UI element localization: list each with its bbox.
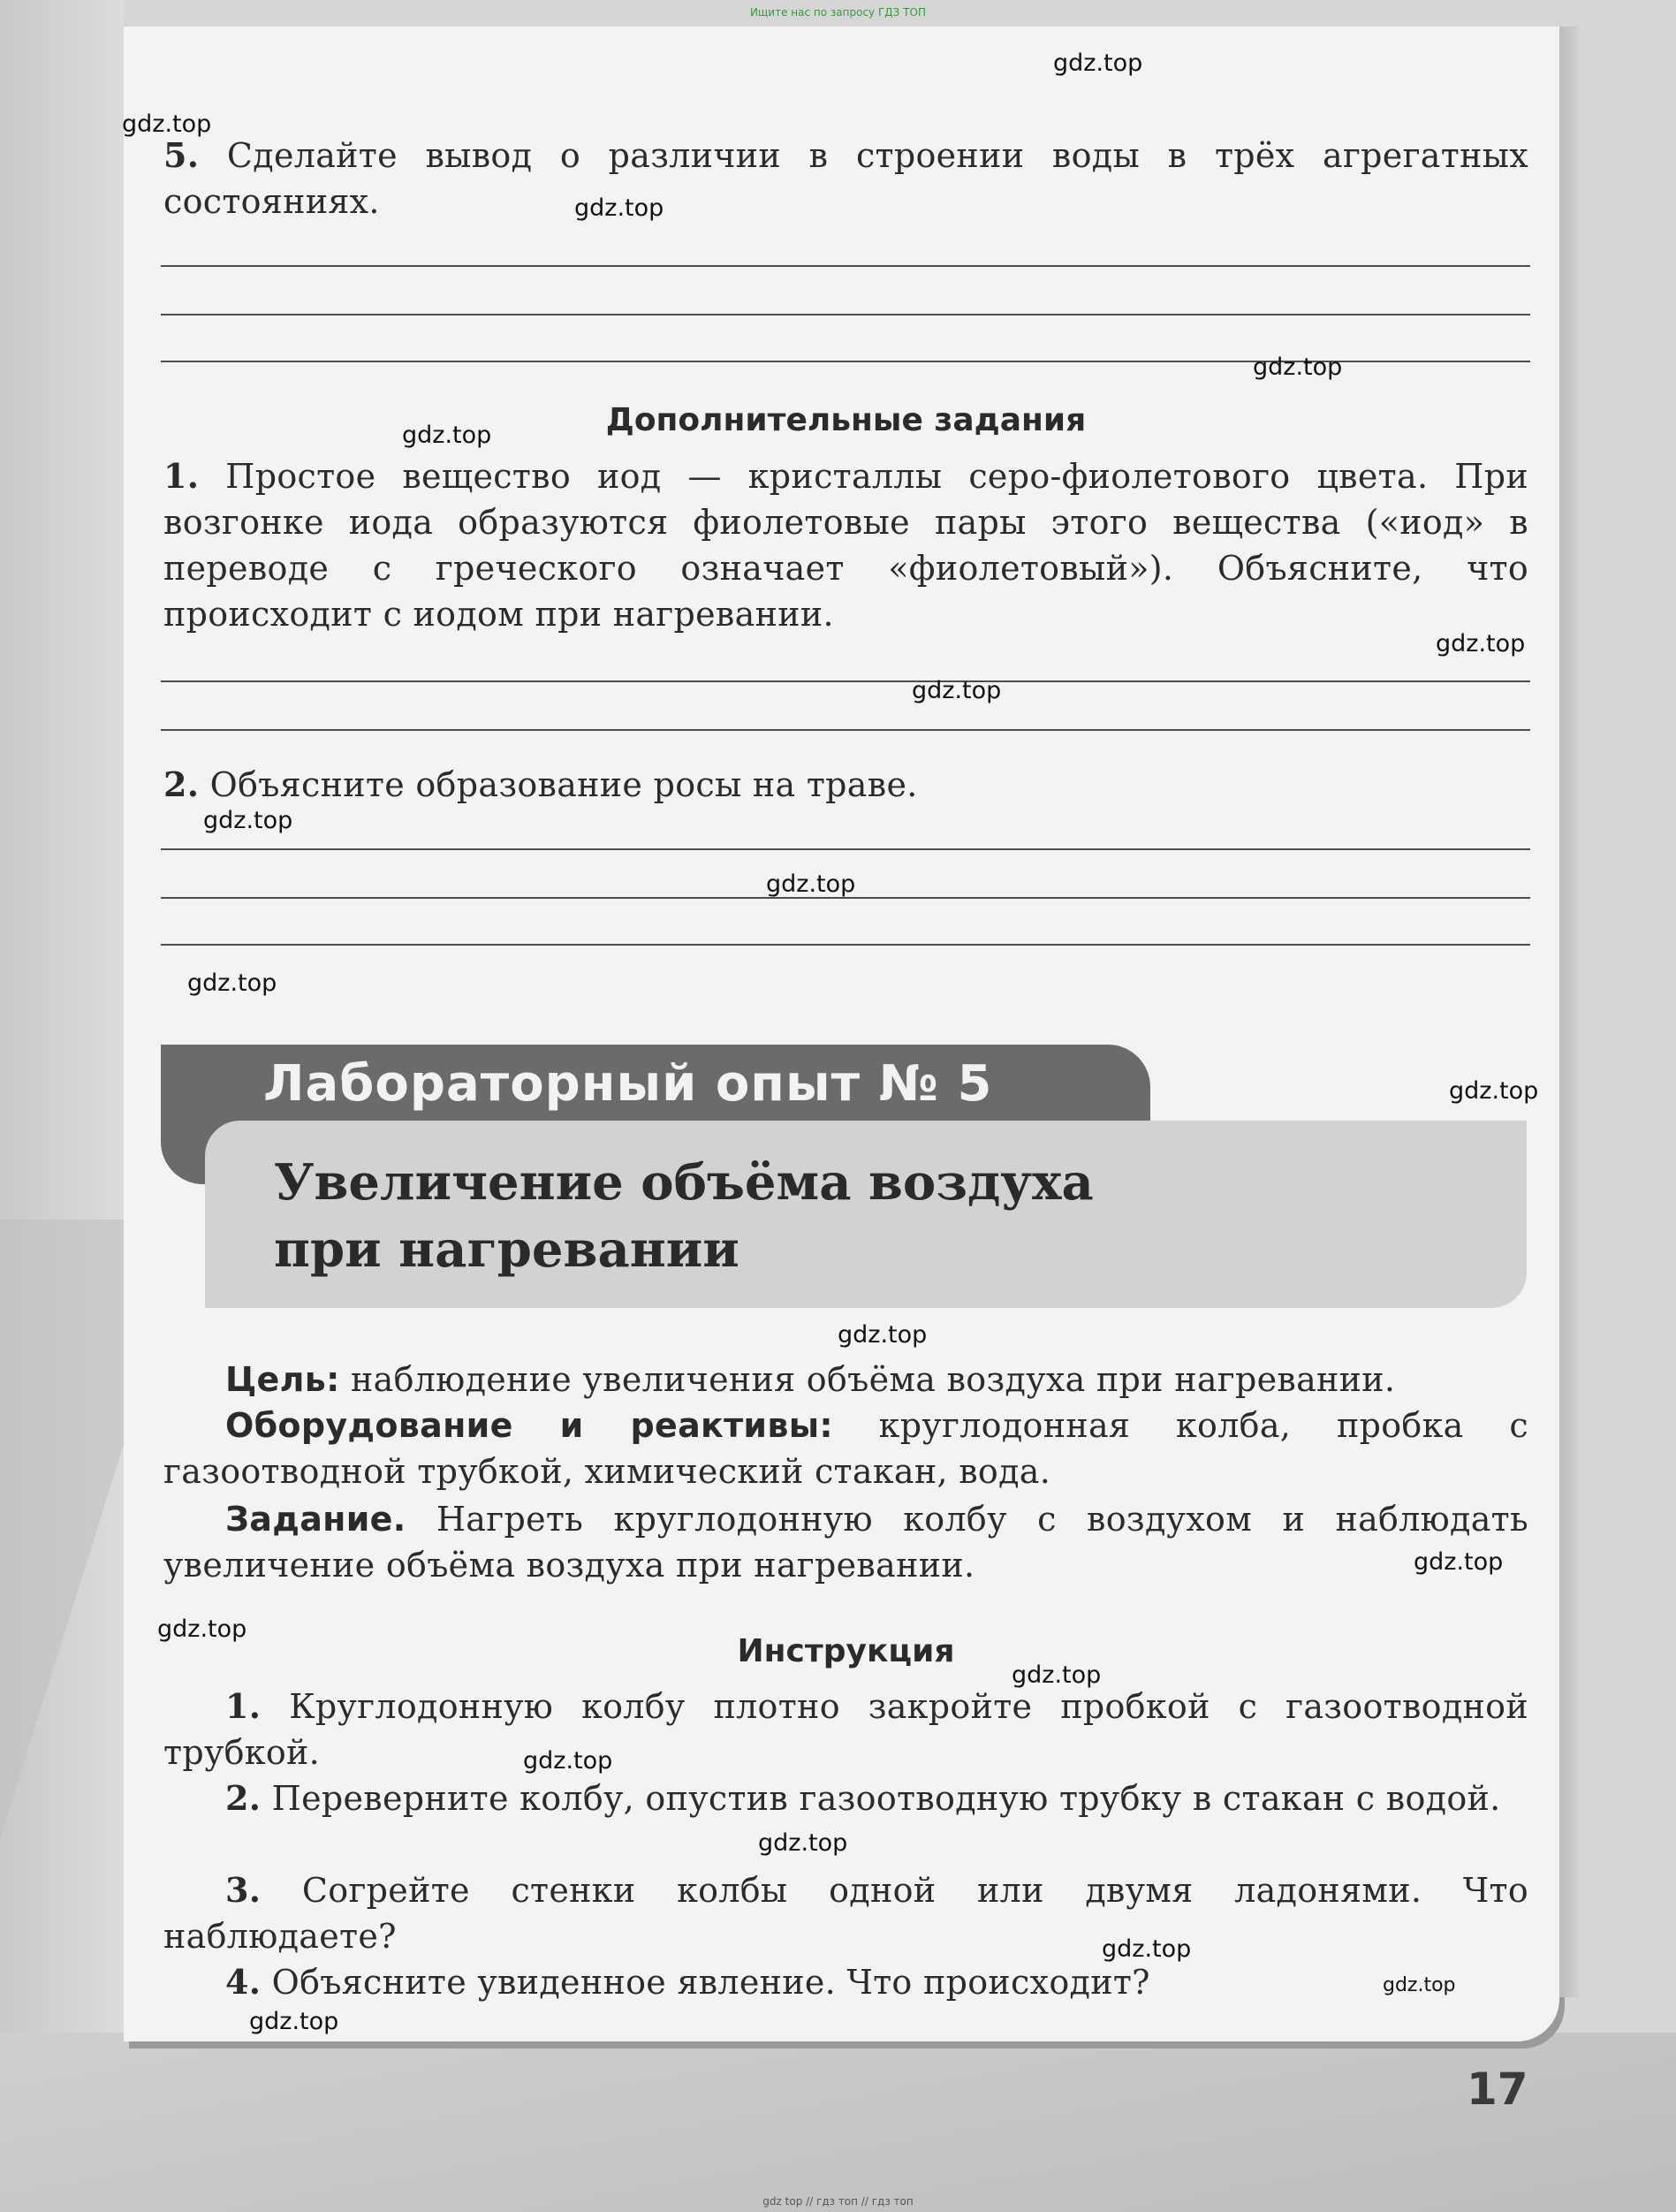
answer-line — [161, 944, 1530, 946]
watermark: gdz.top — [838, 1321, 928, 1349]
extra-task-2-text: Объясните образование росы на траве. — [209, 765, 918, 804]
answer-line — [161, 680, 1530, 682]
answer-line — [161, 265, 1530, 267]
step-text: Согрейте стенки колбы одной или двумя ладонями. Что наблюдаете? — [163, 1871, 1528, 1956]
step-text: Переверните колбу, опустив газоотводную трубку в стакан с водой. — [271, 1779, 1501, 1818]
instruction-heading: Инструкция — [737, 1633, 955, 1669]
watermark: gdz.top — [1253, 353, 1343, 381]
top-search-hint[interactable]: Ищите нас по запросу ГДЗ ТОП — [750, 6, 926, 19]
extra-tasks-heading: Дополнительные задания — [605, 402, 1087, 438]
watermark: gdz.top — [1053, 49, 1143, 77]
lab-goal-label: Цель: — [225, 1360, 340, 1399]
lab-goal-text: наблюдение увеличения объёма воздуха при нагревании. — [350, 1360, 1396, 1399]
instruction-step-2 — [163, 1775, 1528, 1821]
watermark: gdz.top — [402, 422, 492, 449]
lab-title: Лабораторный опыт № 5 — [263, 1055, 993, 1113]
step-text: Круглодонную колбу плотно закройте пробкой с газоотводной трубкой. — [163, 1687, 1528, 1772]
lab-equipment-label: Оборудование и реактивы: — [225, 1406, 833, 1445]
watermark: gdz.top — [249, 2008, 339, 2035]
background-left — [0, 0, 124, 2212]
watermark: gdz.top — [1383, 1974, 1456, 1996]
lab-equipment — [163, 1402, 1528, 1494]
watermark: gdz.top — [912, 677, 1002, 704]
lab-subtitle-line-1: Увеличение объёма воздуха — [274, 1153, 1094, 1212]
extra-task-1-number: 1. — [163, 456, 200, 496]
watermark: gdz.top — [203, 807, 293, 834]
lab-task-text: Нагреть круглодонную колбу с воздухом и наблюдать увеличение объёма воздуха при нагревании. — [163, 1500, 1528, 1585]
page-edge — [1559, 27, 1579, 1997]
step-number: 3. — [225, 1870, 262, 1910]
watermark: gdz.top — [1449, 1077, 1539, 1105]
page-number: 17 — [1467, 2064, 1528, 2115]
watermark: gdz.top — [1012, 1661, 1102, 1689]
watermark: gdz.top — [1414, 1548, 1504, 1576]
answer-line — [161, 848, 1530, 850]
instruction-step-1 — [163, 1684, 1528, 1775]
bottom-site-link[interactable]: gdz top // гдз топ // гдз топ — [762, 2195, 914, 2208]
lab-goal — [163, 1357, 1528, 1402]
watermark: gdz.top — [574, 194, 664, 222]
step-number: 2. — [225, 1778, 262, 1818]
question-5 — [163, 133, 1528, 224]
step-number: 4. — [225, 1962, 262, 2002]
lab-task — [163, 1496, 1528, 1588]
answer-line — [161, 729, 1530, 731]
lab-subtitle-line-2: при нагревании — [274, 1220, 739, 1279]
watermark: gdz.top — [122, 110, 212, 138]
extra-task-2 — [163, 762, 1528, 808]
extra-task-1 — [163, 453, 1528, 637]
instruction-step-4 — [163, 1959, 1528, 2005]
lab-task-label: Задание. — [225, 1500, 406, 1539]
question-5-text: Сделайте вывод о различии в строении воды в трёх агрегатных состояниях. — [163, 136, 1528, 221]
watermark: gdz.top — [758, 1829, 848, 1857]
watermark: gdz.top — [1102, 1935, 1192, 1963]
watermark: gdz.top — [1436, 630, 1526, 658]
watermark: gdz.top — [187, 969, 277, 997]
watermark: gdz.top — [157, 1615, 247, 1643]
step-text: Объясните увиденное явление. Что происходит? — [271, 1963, 1150, 2002]
instruction-step-3 — [163, 1867, 1528, 1959]
watermark: gdz.top — [523, 1747, 613, 1775]
question-5-number: 5. — [163, 135, 200, 175]
watermark: gdz.top — [766, 870, 856, 898]
answer-line — [161, 314, 1530, 315]
background-bottom — [0, 2033, 1676, 2212]
lab-equipment-text: круглодонная колба, пробка с газоотводной трубкой, химический стакан, вода. — [163, 1406, 1528, 1491]
extra-task-1-text: Простое вещество иод — кристаллы серо-фиолетового цвета. При возгонке иода образуются фиолетовые пары этого вещества («иод» в переводе с греческого означает «фиолетовый»). Объясните, что происходит с иодом при нагревании. — [163, 457, 1528, 634]
step-number: 1. — [225, 1686, 262, 1726]
lab-subtitle — [274, 1149, 1334, 1283]
extra-task-2-number: 2. — [163, 764, 200, 804]
